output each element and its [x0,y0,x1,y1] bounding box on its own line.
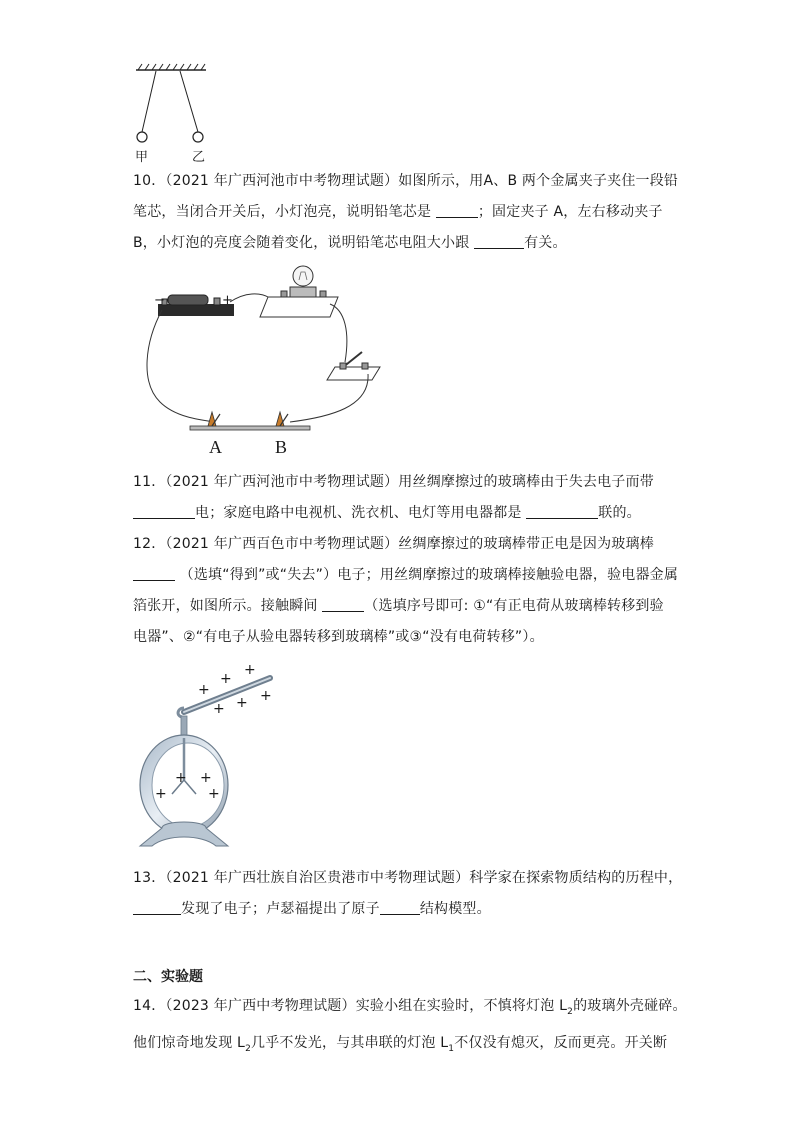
answer-blank[interactable] [526,502,598,519]
battery-plus-sign: + [222,293,233,308]
plus-charge-sign: + [198,682,210,698]
q10-line2b: ；固定夹子 A，左右移动夹子 [477,204,663,220]
clip-label-b: B [275,437,288,457]
ball-label-jia: 甲 [135,150,149,165]
q13-line1: 13．（2021 年广西壮族自治区贵港市中考物理试题）科学家在探索物质结构的历程中， [133,870,683,886]
clip-label-a: A [209,437,222,457]
subscript-2: 2 [245,1043,251,1054]
plus-charge-sign: + [175,770,187,786]
plus-charge-sign: + [200,770,212,786]
q14-line1a: 14．（2023 年广西中考物理试题）实验小组在实验时，不慎将灯泡 L [133,998,568,1014]
q13-line2b: 结构模型。 [419,901,491,917]
question-11 [133,467,673,529]
q10-line3 [133,228,673,259]
answer-blank[interactable] [322,595,364,612]
q14-line2c: 不仅没有熄灭，反而更亮。开关断 [454,1034,668,1051]
q12-line4: 电器”、②“有电子从验电器转移到玻璃棒”或③“没有电荷转移”）。 [133,629,544,645]
q12-line2 [133,560,679,591]
question-13 [133,863,683,925]
q12-line1: 12．（2021 年广西百色市中考物理试题）丝绸摩擦过的玻璃棒带正电是因为玻璃棒 [133,536,654,552]
q13-line2a: 发现了电子；卢瑟福提出了原子 [181,901,380,917]
subscript-2: 2 [567,1006,574,1017]
answer-blank[interactable] [436,201,478,218]
pencil-lead-circuit-figure [140,262,385,437]
plus-charge-sign: + [213,701,225,717]
plus-charge-sign: + [260,688,272,704]
answer-blank[interactable] [133,502,195,519]
q12-line3a: 箔张开，如图所示。接触瞬间 [133,598,323,614]
q10-line2 [133,197,673,228]
answer-blank[interactable] [474,232,524,249]
plus-charge-sign: + [236,695,248,711]
question-14 [133,991,687,1065]
q14-line2b: 几乎不发光，与其串联的灯泡 L [251,1034,449,1051]
q12-line3b: （选填序号即可: ①“有正电荷从玻璃棒转移到验 [364,598,664,614]
section-title: 二、实验题 [133,969,203,985]
q10-line3a: B，小灯泡的亮度会随着变化，说明铅笔芯电阻大小跟 [133,235,475,251]
plus-charge-sign: + [155,786,167,802]
question-12 [133,529,679,653]
plus-charge-sign: + [244,662,256,678]
q11-line2b: 联的。 [598,505,641,521]
q11-line2 [133,498,673,529]
q10-line1: 10．（2021 年广西河池市中考物理试题）如图所示，用A、B 两个金属夹子夹住一段铅 [133,173,679,189]
subscript-1: 1 [448,1043,455,1054]
q12-line2-text: （选填“得到”或“失去”）电子；用丝绸摩擦过的玻璃棒接触验电器，验电器金属 [179,567,679,583]
q12-line3 [133,591,673,622]
q13-line2 [133,894,673,925]
q14-line2 [133,1028,673,1065]
question-10 [133,166,679,259]
battery-minus-sign: − [154,293,165,308]
plus-charge-sign: + [220,671,232,687]
q10-line2a: 笔芯，当闭合开关后，小灯泡亮，说明铅笔芯是 [133,204,436,220]
answer-blank[interactable] [133,564,175,581]
q14-line2a: 他们惊奇地发现 L [133,1034,246,1051]
q14-line1b: 的玻璃外壳碰碎。 [573,998,687,1014]
q14-line1 [133,991,687,1028]
ball-label-yi: 乙 [192,150,206,165]
q11-line2a: 电；家庭电路中电视机、洗衣机、电灯等用电器都是 [195,505,527,521]
answer-blank[interactable] [133,898,181,915]
answer-blank[interactable] [380,898,420,915]
q11-line1: 11．（2021 年广西河池市中考物理试题）用丝绸摩擦过的玻璃棒由于失去电子而带 [133,474,654,490]
plus-charge-sign: + [208,786,220,802]
q10-line3b: 有关。 [524,235,567,251]
